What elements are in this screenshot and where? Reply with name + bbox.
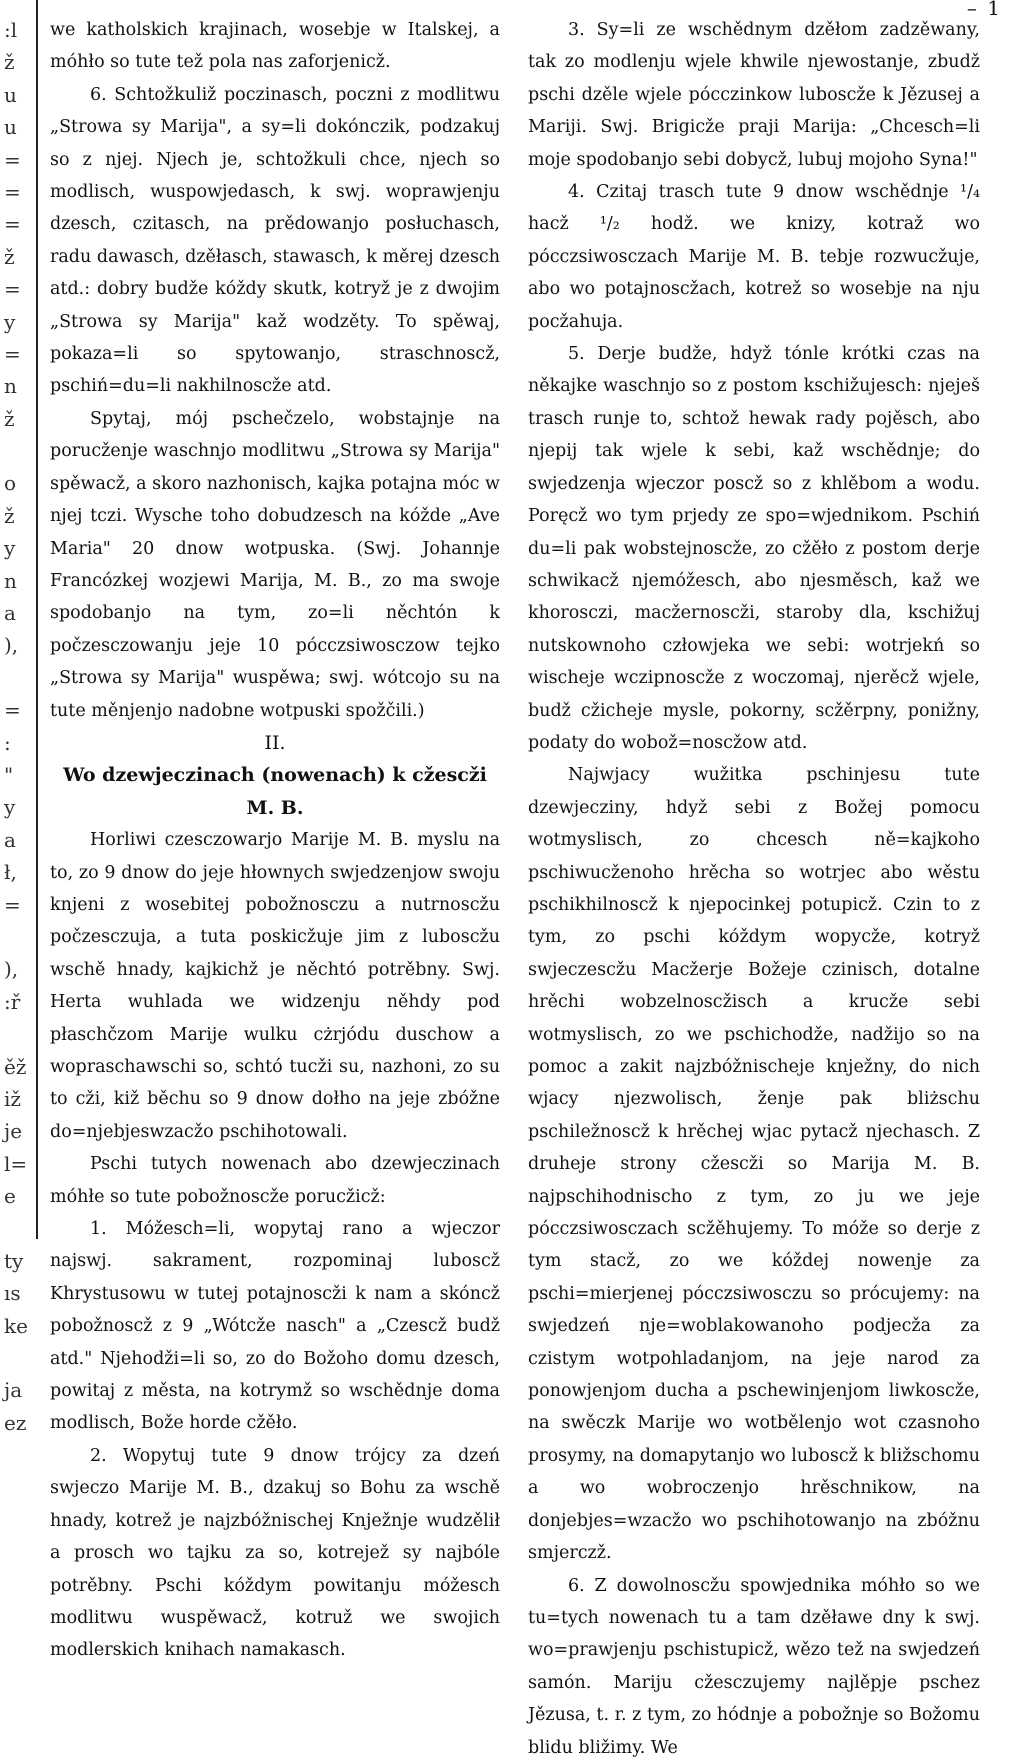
paragraph: 4. Czitaj trasch tute 9 dnow wschědnje ¹/₄ hacž ¹/₂ hodž. we knizy, kotraž wo pócczsiwosczach Marije M. B. tebje rozwucžuje, abo wo potajnoscžach, kotrež so wosebje na nju pocžahuja. xyxy=(528,182,980,332)
previous-page-edge xyxy=(0,0,38,1435)
margin-fragment: :ř xyxy=(4,989,21,1014)
margin-fragment xyxy=(0,662,36,694)
margin-fragment: ıs xyxy=(4,1281,21,1306)
margin-fragment: e xyxy=(4,1184,16,1209)
section-title: Wo dzewjeczinach (nowenach) k cžescži M. B. xyxy=(63,764,487,819)
page-number: – 1 xyxy=(966,0,1002,20)
paragraph: 2. Wopytuj tute 9 dnow trójcy za dzeń swjeczo Marije M. B., dzakuj so Bohu za wschě hnady, kotrež je najzbóžnischej Knježnje wudzělił a prosch wo tajku za so, kotrejež sy najbóle potrěbny. Pschi kóždym powitanju móžesch modlitwu wuspěwacž, kotruž we swojich modlerskich knihach namakasch. xyxy=(50,1445,500,1661)
paragraph: we katholskich krajinach, wosebje w Italskej, a móhło so tute tež pola nas zaforjenicž. xyxy=(50,20,500,73)
margin-fragment: " xyxy=(4,762,14,787)
margin-fragment: y xyxy=(4,309,16,334)
margin-fragment: y xyxy=(4,795,16,820)
paragraph: Najwjacy wužitka pschinjesu tute dzewjecziny, hdyž sebi z Božej pomocu wotmyslisch, zo chcesch ně=kajkoho pschiwucženoho hrěcha so wotrjec abo wěstu pschikhilnoscž k njepocinkej potupicž. Czin to z tym, zo pschi kóždym wopycže, kotryž swjeczescžu Macžerje Božeje czinisch, dotalne hrěchi wobzelnoscžisch a krucže sebi wotmyslisch, zo we pschichodže, nadžijo so na pomoc a zakit najzbóžnischeje knježny, do nich wjacy njezwolisch, ženje pak bliżschu pschiležnoscž k hrěchej wjac pytacž njechasch. Z druheje strony cžescži so Marija M. B. najpschihodnischo z tym, zo ju we jeje pócczsiwosczach scžěhujemy. To móže so derje z tym stacž, zo we kóždej nowenje za pschi=mierjenej pócczsiwosczu so prócujemy: na swjedzeń nje=woblakowanoho podjecža za czistym wotpohladanjom, na jeje narod za ponowjenjom ducha a pschewinjenjom liwkoscže, na swěczk Marije wo wotbělenjo wot czasnoho prosymy, na domapytanjo wo luboscž k bližschomu a wo wobroczenjo hrěschnikow, na donjebjes=wzacžo wo pschihotowanjo na zbóžnu smjerczž. xyxy=(528,765,980,1564)
paragraph: Pschi tutych nowenach abo dzewjeczinach móhłe so tute pobožnoscže porucžicž: xyxy=(50,1154,500,1207)
margin-fragment: l= xyxy=(4,1151,28,1176)
margin-fragment: a xyxy=(4,601,16,626)
paragraph: Spytaj, mój pschečzelo, wobstajnje na porucženje waschnjo modlitwu „Strowa sy Marija" spěwacž, a skoro nazhonisch, kajka potajna móc w njej tczi. Wysche toho dobudzesch na kóžde „Ave Maria" 20 dnow wotpuska. (Swj. Johannje Francózkej wozjewi Marija, M. B., zo ma swoje spodobanjo na tym, zo=li něchtón k počzesczowanju jeje 10 pócczsiwosczow tejko „Strowa sy Marija" wuspěwa; swj. wótcojo su na tute měnjenjo nadobne wotpuski spožčili.) xyxy=(50,408,500,721)
margin-fragment xyxy=(0,1212,36,1244)
margin-fragment: :l xyxy=(4,18,18,42)
paragraph: 6. Schtožkuliž poczinasch, poczni z modlitwu „Strowa sy Marija", a sy=li dokónczik, podzakuj so z njej. Njech je, schtožkuli chce, njech so modlisch, wuspowjedasch, k swj. woprawjenju dzesch, czitasch, na prědowanjo posłuchasch, radu dawasch, dzěłasch, stawasch, k měrej dzesch atd.: dobry budže kóždy skutk, kotryž je z dwojim „Strowa sy Marija" kaž wodzěty. To spěwaj, pokaza=li so spytowanjo, straschnoscž, pschiń=du=li nakhilnoscže atd. xyxy=(50,84,500,397)
margin-fragment: ž xyxy=(4,503,15,528)
margin-fragment xyxy=(0,921,36,953)
paragraph: 6. Z dowolnoscžu spowjednika móhło so we tu=tych nowenach tu a tam dzěławe dny k swj. wo=prawjenju pschistupicž, wězo tež na swjedzeń samón. Mariju cžesczujemy najlěpje pschez Jězusa, t. r. z tym, zo hódnje a pobožnje so Božomu blidu bližimy. We xyxy=(528,1575,980,1758)
margin-fragment: n xyxy=(4,374,17,399)
paragraph: 1. Móžesch=li, wopytaj rano a wjeczor najswj. sakrament, rozpominaj luboscž Khrystusowu w tutej potajnoscži k nam a skóncž pobožnoscž z 9 „Wótcže nasch" a „Czescž budž atd." Njehodži=li so, zo do Božoho domu dzesch, powitaj z města, na kotrymž so wschědnje doma modlisch, Bože horde cžěło. xyxy=(50,1219,500,1434)
margin-fragment: ja xyxy=(4,1378,23,1403)
margin-fragment: ž xyxy=(4,244,15,269)
margin-fragment: ž xyxy=(4,50,15,75)
margin-fragment xyxy=(0,1342,36,1374)
margin-fragment: ), xyxy=(4,957,19,982)
margin-fragment: a xyxy=(4,827,16,852)
margin-fragment: u xyxy=(4,82,17,107)
margin-fragment xyxy=(0,435,36,467)
margin-fragment: ty xyxy=(4,1248,24,1273)
left-paragraphs-after-heading xyxy=(50,824,500,1667)
margin-fragment: n xyxy=(4,568,17,593)
left-column xyxy=(50,14,500,1667)
margin-fragment: o xyxy=(4,471,17,496)
left-paragraphs xyxy=(50,14,500,727)
margin-fragment: ez xyxy=(4,1410,27,1435)
margin-fragment: = xyxy=(4,147,21,172)
paragraph: 5. Derje budže, hdyž tónle krótki czas na někajke waschnjo so z postom kschižujesch: njeješ trasch runje to, schtož hewak rady pojěsch, abo njepij tak wjele k sebi, kaž wschědnje; do swjedzenja wjeczor poscž so z khlěbom a wodu. Poręcž wo tym prjedy ze spo=wjednikom. Pschiń du=li pak wobstejnoscže, zo cžěło z postom derje schwikacž njemóžesch, abo njesměsch, kaž we khorosczi, macžernoscži, staroby dla, kschižuj nutskownoho człowjeka we sebi: wotrjekń so wischeje wczipnoscže z woczomaj, njerěcž wjele, budž cžicheje mysle, pokorny, scžěrpny, ponižny, podaty do wobož=noscžow atd. xyxy=(528,344,980,753)
margin-fragment: je xyxy=(4,1119,23,1144)
paragraph: Horliwi czesczowarjo Marije M. B. myslu na to, zo 9 dnow do jeje hłownych swjedzenjow swoju knjeni z wosebitej pobožnosczu a nutrnoscžu počzesczuja, a tuta poskicžuje jim z luboscžu wschě hnady, kajkichž je něchtó potrěbny. Swj. Herta wuhlada we widzenju něhdy pod płaschčzom Marije wulku cżrjódu duschow a wopraschawschi so, schtó tucži su, nazhoni, zo su to cži, kiž běchu so 9 dnow dołho na jeje zbóžne do=njebjeswzacžo pschihotowali. xyxy=(50,830,500,1142)
margin-fragment: = xyxy=(4,892,21,917)
margin-fragment: ke xyxy=(4,1313,28,1338)
margin-fragment xyxy=(0,1018,36,1050)
margin-fragment: u xyxy=(4,115,17,140)
margin-fragment: ěž xyxy=(4,1054,27,1079)
margin-fragment: ž xyxy=(4,406,15,431)
right-paragraphs xyxy=(528,14,980,1764)
margin-fragment: ), xyxy=(4,633,19,658)
margin-fragment: = xyxy=(4,212,21,237)
margin-fragment: = xyxy=(4,341,21,366)
margin-fragment: ł, xyxy=(4,860,17,885)
section-number: II. xyxy=(264,731,286,754)
margin-fragment: : xyxy=(4,730,11,755)
margin-fragment: = xyxy=(4,698,21,723)
paragraph: 3. Sy=li ze wschědnym dzěłom zadzěwany, tak zo modlenju wjele khwile njewostanje, zbudž pschi dzěle wjele pócczinkow luboscže k Jězusej a Mariji. Swj. Brigicže praji Marija: „Chcesch=li moje spodobanjo sebi dobycž, lubuj mojoho Syna!" xyxy=(528,20,980,170)
right-column xyxy=(528,14,980,1764)
margin-fragment: iž xyxy=(4,1086,21,1111)
margin-fragment: = xyxy=(4,179,21,204)
margin-fragment: y xyxy=(4,536,16,561)
margin-fragment: = xyxy=(4,277,21,302)
